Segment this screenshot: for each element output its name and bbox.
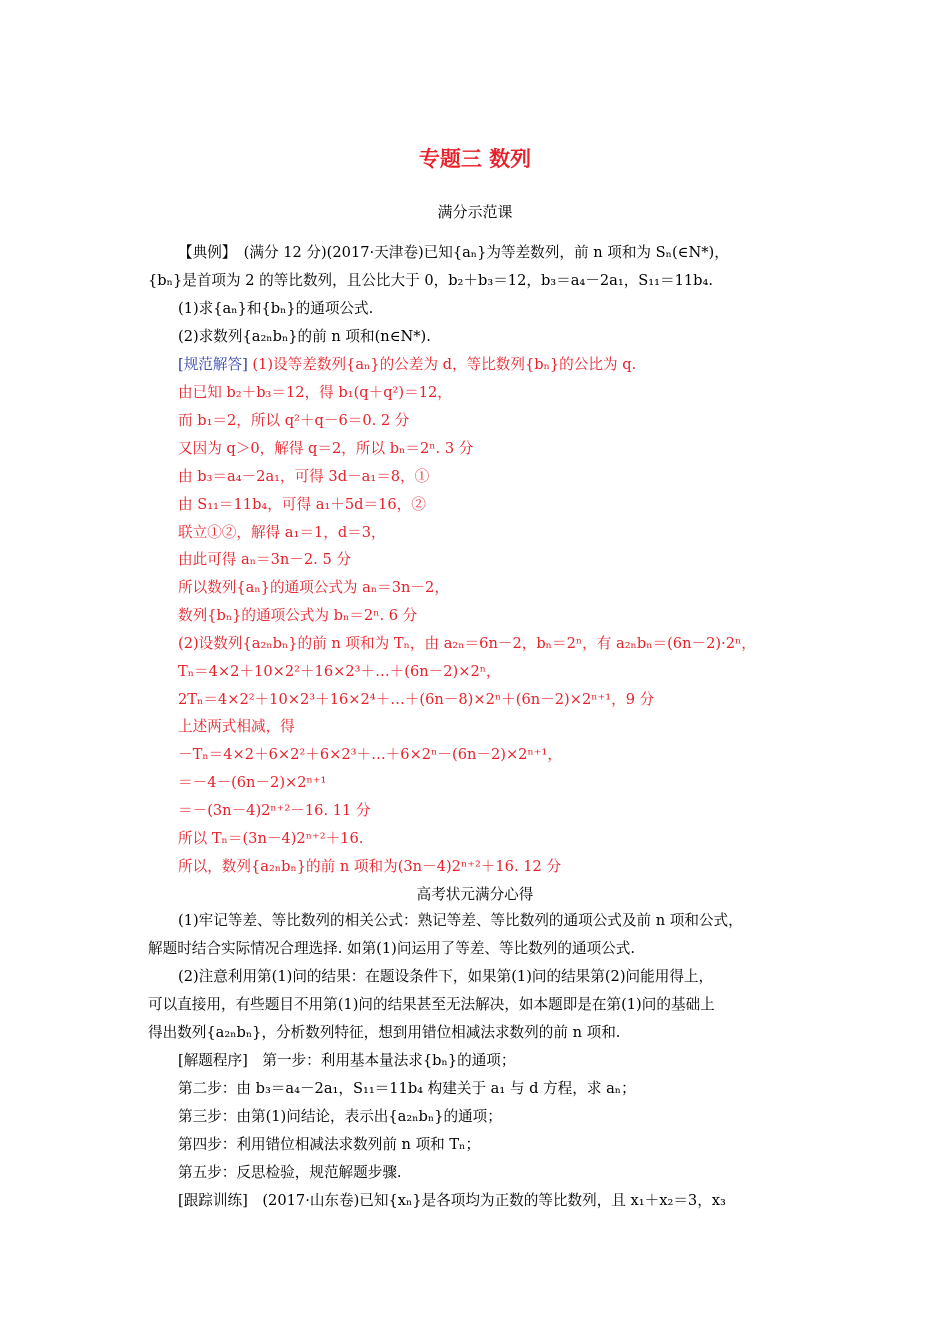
- insight-paragraph-2: 得出数列{a₂ₙbₙ}，分析数列特征，想到用错位相减法求数列的前 n 项和.: [148, 1024, 621, 1041]
- example-line-1: 【典例】 (满分 12 分)(2017·天津卷)已知{aₙ}为等差数列，前 n 项和为 Sₙ(∈N*)，: [178, 244, 729, 261]
- procedure-step-1: [解题程序] 第一步：利用基本量法求{bₙ}的通项；: [178, 1052, 516, 1069]
- solution-text: (1)设等差数列{aₙ}的公差为 d，等比数列{bₙ}的公比为 q.: [252, 356, 637, 373]
- solution-line: 由此可得 aₙ＝3n－2. 5 分: [178, 551, 351, 568]
- solution-line: 所以，数列{a₂ₙbₙ}的前 n 项和为(3n－4)2ⁿ⁺²＋16. 12 分: [178, 858, 562, 875]
- solution-line: (2)设数列{a₂ₙbₙ}的前 n 项和为 Tₙ，由 a₂ₙ＝6n－2，bₙ＝2ⁿ，有 a₂ₙbₙ＝(6n－2)·2ⁿ，: [178, 635, 756, 652]
- solution-line: 又因为 q＞0，解得 q＝2，所以 bₙ＝2ⁿ. 3 分: [178, 440, 474, 457]
- section-subtitle: 满分示范课: [437, 203, 513, 221]
- solution-line: －Tₙ＝4×2＋6×2²＋6×2³＋…＋6×2ⁿ－(6n－2)×2ⁿ⁺¹，: [178, 746, 562, 763]
- solution-line: 数列{bₙ}的通项公式为 bₙ＝2ⁿ. 6 分: [178, 607, 418, 624]
- insight-paragraph-1: (1)牢记等差、等比数列的相关公式：熟记等差、等比数列的通项公式及前 n 项和公式，: [178, 912, 743, 929]
- solution-tag: [规范解答]: [178, 356, 248, 373]
- solution-line: 所以 Tₙ＝(3n－4)2ⁿ⁺²＋16.: [178, 830, 364, 847]
- solution-line-1: [178, 355, 838, 375]
- question-2: (2)求数列{a₂ₙbₙ}的前 n 项和(n∈N*).: [178, 328, 431, 345]
- insight-paragraph-2: 可以直接用，有些题目不用第(1)问的结果甚至无法解决，如本题即是在第(1)问的基础上: [148, 996, 715, 1013]
- procedure-step-3: 第三步：由第(1)问结论，表示出{a₂ₙbₙ}的通项；: [178, 1108, 502, 1125]
- solution-line: 2Tₙ＝4×2²＋10×2³＋16×2⁴＋…＋(6n－8)×2ⁿ＋(6n－2)×2ⁿ⁺¹，9 分: [178, 691, 655, 708]
- procedure-step-4: 第四步：利用错位相减法求数列前 n 项和 Tₙ；: [178, 1136, 481, 1153]
- insight-title: 高考状元满分心得: [416, 886, 534, 903]
- solution-line: Tₙ＝4×2＋10×2²＋16×2³＋…＋(6n－2)×2ⁿ，: [178, 663, 501, 680]
- solution-line: 所以数列{aₙ}的通项公式为 aₙ＝3n－2，: [178, 579, 449, 596]
- page-title: 专题三 数列: [418, 147, 532, 171]
- insight-paragraph-1: 解题时结合实际情况合理选择. 如第(1)问运用了等差、等比数列的通项公式.: [148, 940, 635, 957]
- training-problem: [跟踪训练] (2017·山东卷)已知{xₙ}是各项均为正数的等比数列，且 x₁＋x₂＝3，x₃: [178, 1192, 726, 1209]
- solution-line: 由 S₁₁＝11b₄，可得 a₁＋5d＝16，②: [178, 496, 426, 513]
- solution-line: ＝－(3n－4)2ⁿ⁺²－16. 11 分: [178, 802, 371, 819]
- procedure-step-5: 第五步：反思检验，规范解题步骤.: [178, 1164, 402, 1181]
- solution-line: 联立①②，解得 a₁＝1，d＝3，: [178, 524, 386, 541]
- solution-line: 由已知 b₂＋b₃＝12，得 b₁(q＋q²)＝12，: [178, 384, 452, 401]
- solution-line: 上述两式相减，得: [178, 718, 295, 735]
- solution-line: 由 b₃＝a₄－2a₁，可得 3d－a₁＝8，①: [178, 468, 430, 485]
- procedure-step-2: 第二步：由 b₃＝a₄－2a₁，S₁₁＝11b₄ 构建关于 a₁ 与 d 方程，求 aₙ；: [178, 1080, 636, 1097]
- solution-line: 而 b₁＝2，所以 q²＋q－6＝0. 2 分: [178, 412, 410, 429]
- example-line-2: {bₙ}是首项为 2 的等比数列，且公比大于 0，b₂＋b₃＝12，b₃＝a₄－2a₁，S₁₁＝11b₄.: [148, 272, 714, 289]
- question-1: (1)求{aₙ}和{bₙ}的通项公式.: [178, 300, 374, 317]
- insight-paragraph-2: (2)注意利用第(1)问的结果：在题设条件下，如果第(1)问的结果第(2)问能用得上，: [178, 968, 714, 985]
- solution-line: ＝－4－(6n－2)×2ⁿ⁺¹: [178, 774, 327, 791]
